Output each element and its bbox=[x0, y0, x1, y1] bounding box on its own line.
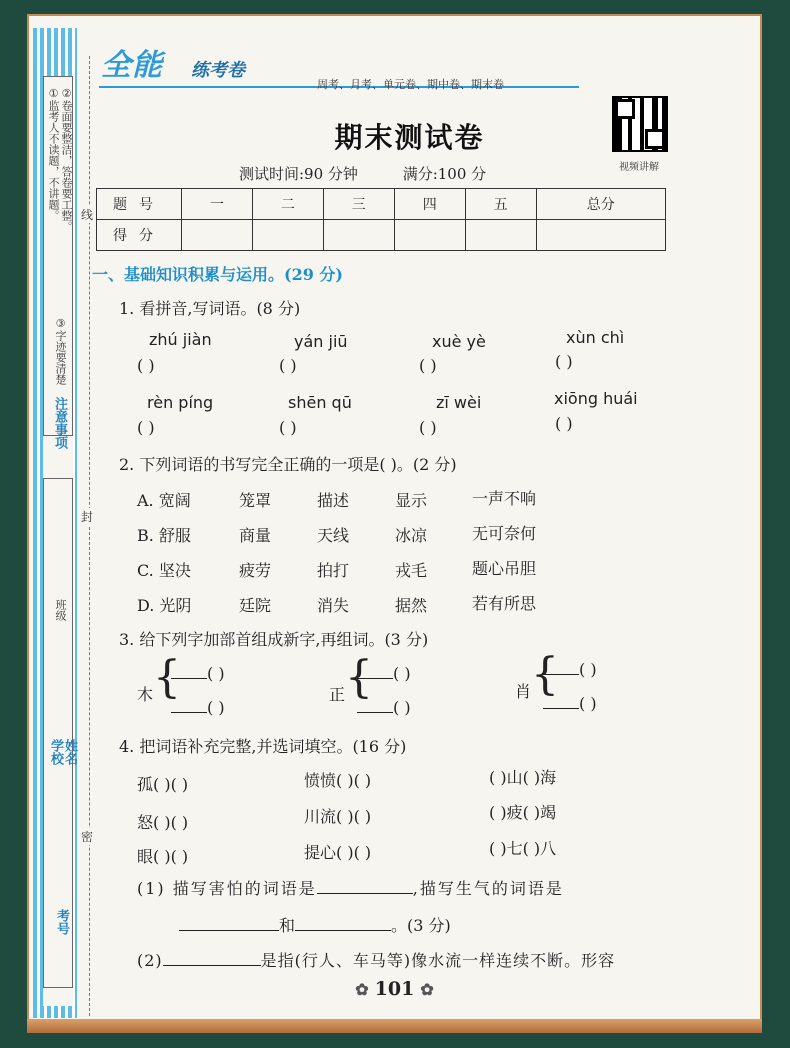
cut-char-feng: 封 bbox=[81, 510, 94, 524]
q4-sub1-cont: 和 。(3 分) bbox=[179, 913, 451, 936]
option-d-5: 若有所思 bbox=[472, 594, 537, 613]
exam-page bbox=[27, 14, 762, 1033]
logo-sub: 练考卷 bbox=[191, 60, 245, 81]
option-a-1: A. 宽阔 bbox=[137, 491, 191, 510]
option-c-2: 疲劳 bbox=[239, 561, 272, 580]
fill-blank[interactable] bbox=[163, 965, 261, 966]
option-d-4: 据然 bbox=[395, 596, 428, 615]
q3-char-3: 肖 bbox=[515, 682, 532, 701]
idiom-blank[interactable]: 提心( )( ) bbox=[304, 843, 372, 862]
answer-blank[interactable]: ( ) bbox=[419, 356, 437, 375]
option-d-1: D. 光阴 bbox=[137, 596, 192, 615]
cut-line bbox=[89, 56, 90, 1016]
answer-blank[interactable]: ( ) bbox=[137, 356, 155, 375]
idiom-blank[interactable]: 孤( )( ) bbox=[137, 775, 189, 794]
logo: 全能 bbox=[101, 48, 163, 83]
score-col-1: 一 bbox=[182, 189, 253, 220]
pinyin: shēn qū bbox=[288, 393, 352, 412]
section-1-heading: 一、基础知识积累与运用。(29 分) bbox=[92, 265, 343, 284]
pinyin: zhú jiàn bbox=[149, 330, 212, 349]
ornament-icon: ✿ bbox=[420, 980, 434, 999]
page-edge bbox=[27, 1019, 762, 1033]
q4-sub2: (2) 是指(行人、车马等)像水流一样连续不断。形容 bbox=[137, 951, 616, 970]
info-box bbox=[43, 478, 77, 988]
notes-label: 注意事项 bbox=[52, 397, 67, 449]
qr-label: 视频讲解 bbox=[619, 162, 659, 173]
answer-blank[interactable]: ( ) bbox=[137, 418, 155, 437]
q3-blank[interactable]: ( ) bbox=[357, 698, 411, 717]
option-c-5: 题心吊胆 bbox=[472, 559, 537, 578]
cut-char-mi: 密 bbox=[81, 830, 94, 844]
score-row1-label: 题号 bbox=[97, 189, 182, 220]
subtitle bbox=[239, 163, 526, 184]
option-b-5: 无可奈何 bbox=[472, 524, 537, 543]
idiom-blank[interactable]: 愤愤( )( ) bbox=[304, 771, 372, 790]
option-d-3: 消失 bbox=[317, 596, 350, 615]
q3-blank[interactable]: ( ) bbox=[171, 664, 225, 683]
q2-stem: 2. 下列词语的书写完全正确的一项是( )。(2 分) bbox=[119, 455, 457, 474]
brace: { bbox=[531, 649, 559, 700]
q1-stem: 1. 看拼音,写词语。(8 分) bbox=[119, 299, 301, 318]
score-table bbox=[96, 188, 666, 251]
option-b-4: 冰凉 bbox=[395, 526, 428, 545]
answer-blank[interactable]: ( ) bbox=[279, 418, 297, 437]
score-col-5: 五 bbox=[465, 189, 536, 220]
full-score: 满分:100 分 bbox=[402, 165, 487, 183]
answer-blank[interactable]: ( ) bbox=[419, 418, 437, 437]
pinyin: xuè yè bbox=[432, 332, 486, 351]
test-time: 测试时间:90 分钟 bbox=[239, 165, 358, 183]
score-cell[interactable] bbox=[323, 220, 394, 251]
idiom-blank[interactable]: 川流( )( ) bbox=[304, 807, 372, 826]
idiom-blank[interactable]: 怒( )( ) bbox=[137, 813, 189, 832]
pinyin: rèn píng bbox=[147, 393, 214, 412]
page-number: ✿ 101 ✿ bbox=[355, 978, 434, 1000]
option-c-4: 戎毛 bbox=[395, 561, 428, 580]
brace: { bbox=[153, 652, 181, 703]
score-cell[interactable] bbox=[465, 220, 536, 251]
q3-blank[interactable]: ( ) bbox=[357, 664, 411, 683]
rule-2: ②卷面要整洁，答卷要工整。 bbox=[60, 87, 73, 232]
idiom-blank[interactable]: 眼( )( ) bbox=[137, 847, 189, 866]
q3-blank[interactable]: ( ) bbox=[543, 660, 597, 679]
class-field: 班级 bbox=[54, 599, 67, 621]
score-col-4: 四 bbox=[394, 189, 465, 220]
option-a-5: 一声不响 bbox=[472, 489, 537, 508]
q4-stem: 4. 把词语补充完整,并选词填空。(16 分) bbox=[119, 737, 407, 756]
rule-1: ①监考人不读题，不讲题。 bbox=[47, 87, 60, 221]
fill-blank[interactable] bbox=[317, 893, 413, 894]
score-col-3: 三 bbox=[323, 189, 394, 220]
page-title: 期末测试卷 bbox=[334, 121, 485, 154]
pinyin: zī wèi bbox=[436, 393, 482, 412]
q3-blank[interactable]: ( ) bbox=[171, 698, 225, 717]
school-field: 学校 bbox=[48, 739, 63, 765]
q3-char-2: 正 bbox=[329, 685, 346, 704]
answer-blank[interactable]: ( ) bbox=[279, 356, 297, 375]
idiom-blank[interactable]: ( )山( )海 bbox=[489, 768, 557, 787]
brace: { bbox=[345, 652, 373, 703]
score-cell[interactable] bbox=[252, 220, 323, 251]
q3-stem: 3. 给下列字加部首组成新字,再组词。(3 分) bbox=[119, 630, 429, 649]
option-d-2: 廷院 bbox=[239, 596, 272, 615]
kaohao-field: 考号 bbox=[54, 909, 69, 935]
idiom-blank[interactable]: ( )疲( )竭 bbox=[489, 803, 557, 822]
fill-blank[interactable] bbox=[179, 930, 279, 931]
option-a-3: 描述 bbox=[317, 491, 350, 510]
idiom-blank[interactable]: ( )七( )八 bbox=[489, 839, 557, 858]
name-field: 姓名 bbox=[62, 739, 77, 765]
cut-char-xian: 线 bbox=[81, 208, 94, 222]
score-col-2: 二 bbox=[252, 189, 323, 220]
q4-sub1: (1) 描写害怕的词语是 ,描写生气的词语是 bbox=[137, 879, 564, 898]
option-b-3: 天线 bbox=[317, 526, 350, 545]
score-col-total: 总分 bbox=[536, 189, 665, 220]
q3-char-1: 木 bbox=[137, 685, 154, 704]
pinyin: xùn chì bbox=[566, 328, 625, 347]
header-tags: 周考、月考、单元卷、期中卷、期末卷 bbox=[317, 78, 504, 91]
score-row2-label: 得分 bbox=[97, 220, 182, 251]
option-b-2: 商量 bbox=[239, 526, 272, 545]
q3-blank[interactable]: ( ) bbox=[543, 694, 597, 713]
option-a-4: 显示 bbox=[395, 491, 428, 510]
option-c-1: C. 坚决 bbox=[137, 561, 191, 580]
pinyin: xiōng huái bbox=[554, 389, 638, 408]
option-c-3: 拍打 bbox=[317, 561, 350, 580]
score-cell[interactable] bbox=[182, 220, 253, 251]
pinyin: yán jiū bbox=[294, 332, 348, 351]
option-b-1: B. 舒服 bbox=[137, 526, 191, 545]
answer-blank[interactable]: ( ) bbox=[555, 414, 573, 433]
score-cell[interactable] bbox=[536, 220, 665, 251]
rule-3: ③字迹要清楚 bbox=[54, 317, 67, 385]
binding-strip bbox=[29, 16, 79, 1031]
answer-blank[interactable]: ( ) bbox=[555, 352, 573, 371]
ornament-icon: ✿ bbox=[355, 980, 369, 999]
fill-blank[interactable] bbox=[295, 930, 391, 931]
score-cell[interactable] bbox=[394, 220, 465, 251]
option-a-2: 笼罩 bbox=[239, 491, 272, 510]
